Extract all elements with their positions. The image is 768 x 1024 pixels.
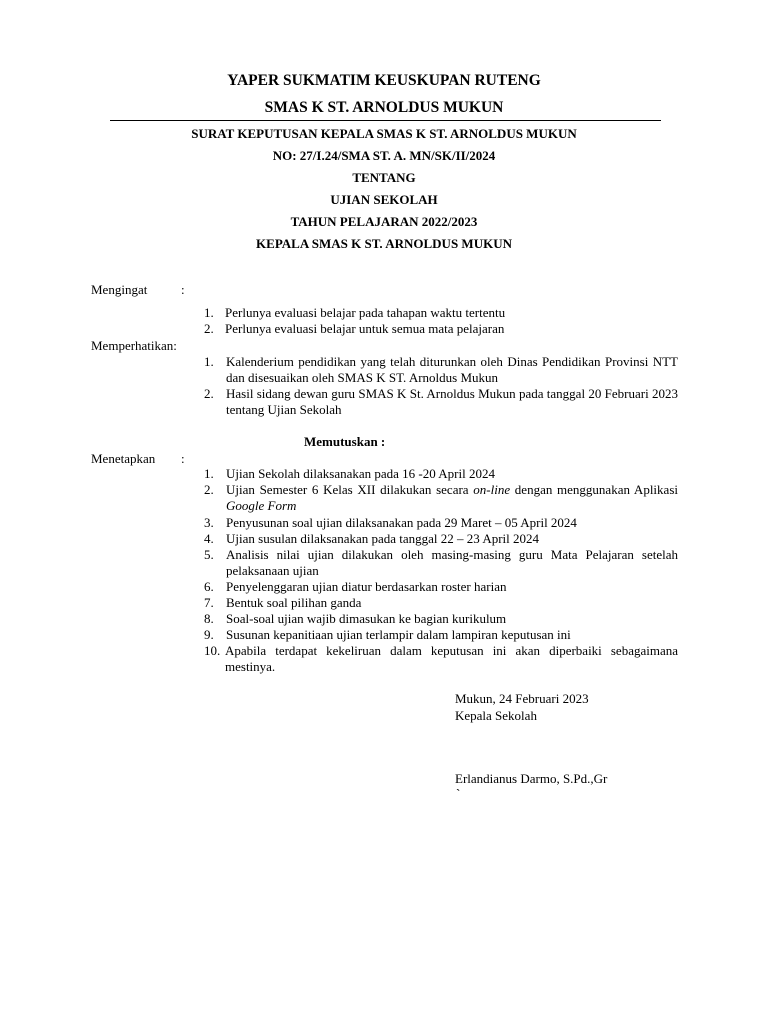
item-number: 9. xyxy=(204,627,214,642)
mengingat-label: Mengingat xyxy=(91,282,148,297)
item-number: 1. xyxy=(204,354,214,369)
item-text-part: dengan menggunakan Aplikasi xyxy=(510,482,678,497)
mengingat-colon: : xyxy=(181,282,185,297)
signature-place-date: Mukun, 24 Februari 2023 xyxy=(455,691,589,706)
mengingat-item-text: Perlunya evaluasi belajar untuk semua mata pelajaran xyxy=(225,321,505,336)
item-text-italic: Google Form xyxy=(226,498,297,513)
signature-name: Erlandianus Darmo, S.Pd.,Gr xyxy=(455,771,608,786)
item-text: Hasil sidang dewan guru SMAS K St. Arnoldus Mukun pada tanggal 20 Februari 2023 tentang Ujian Sekolah xyxy=(226,386,678,417)
header-divider xyxy=(110,120,661,121)
decree-year: TAHUN PELAJARAN 2022/2023 xyxy=(290,214,478,229)
mengingat-item-number: 2. xyxy=(204,321,214,336)
mengingat-item-number: 1. xyxy=(204,305,214,320)
item-text: Penyusunan soal ujian dilaksanakan pada 29 Maret – 05 April 2024 xyxy=(226,515,577,530)
school-header: SMAS K ST. ARNOLDUS MUKUN xyxy=(264,99,504,116)
item-number: 5. xyxy=(204,547,214,562)
decree-about: TENTANG xyxy=(352,170,416,185)
item-text xyxy=(226,482,678,514)
memperhatikan-label: Memperhatikan: xyxy=(91,338,177,353)
item-text: Ujian susulan dilaksanakan pada tanggal 22 – 23 April 2024 xyxy=(226,531,540,546)
menetapkan-colon: : xyxy=(181,451,185,466)
menetapkan-label: Menetapkan xyxy=(91,451,156,466)
item-text: Kalenderium pendidikan yang telah diturunkan oleh Dinas Pendidikan Provinsi NTT dan disesuaikan oleh SMAS K ST. Arnoldus Mukun xyxy=(226,354,678,385)
item-number: 6. xyxy=(204,579,214,594)
item-text: Susunan kepanitiaan ujian terlampir dalam lampiran keputusan ini xyxy=(226,627,571,642)
item-number: 2. xyxy=(204,482,214,497)
signature-position: Kepala Sekolah xyxy=(455,708,537,723)
decree-issuer: KEPALA SMAS K ST. ARNOLDUS MUKUN xyxy=(256,236,512,251)
item-number: 8. xyxy=(204,611,214,626)
item-number: 1. xyxy=(204,466,214,481)
item-text: Analisis nilai ujian dilakukan oleh masing-masing guru Mata Pelajaran setelah pelaksanaan ujian xyxy=(226,547,678,578)
signature-mark: ` xyxy=(456,786,461,801)
item-text-italic: on-line xyxy=(473,482,511,497)
item-number: 2. xyxy=(204,386,214,401)
item-text: Penyelenggaran ujian diatur berdasarkan roster harian xyxy=(226,579,507,594)
item-number: 7. xyxy=(204,595,214,610)
decree-number: NO: 27/I.24/SMA ST. A. MN/SK/II/2024 xyxy=(272,148,496,163)
memutuskan-heading: Memutuskan : xyxy=(304,434,386,449)
item-text-part: Ujian Semester 6 Kelas XII dilakukan secara xyxy=(226,482,474,497)
item-number: 4. xyxy=(204,531,214,546)
foundation-header: YAPER SUKMATIM KEUSKUPAN RUTENG xyxy=(227,72,541,89)
item-number: 10. xyxy=(204,643,221,658)
item-text: Ujian Sekolah dilaksanakan pada 16 -20 April 2024 xyxy=(226,466,495,481)
item-number: 3. xyxy=(204,515,214,530)
mengingat-item-text: Perlunya evaluasi belajar pada tahapan waktu tertentu xyxy=(225,305,506,320)
decree-subject: UJIAN SEKOLAH xyxy=(330,192,438,207)
item-text: Soal-soal ujian wajib dimasukan ke bagian kurikulum xyxy=(226,611,507,626)
decree-title: SURAT KEPUTUSAN KEPALA SMAS K ST. ARNOLDUS MUKUN xyxy=(191,126,577,141)
item-text: Bentuk soal pilihan ganda xyxy=(226,595,362,610)
item-text: Apabila terdapat kekeliruan dalam keputusan ini akan diperbaiki sebagaimana mestinya. xyxy=(225,643,678,674)
